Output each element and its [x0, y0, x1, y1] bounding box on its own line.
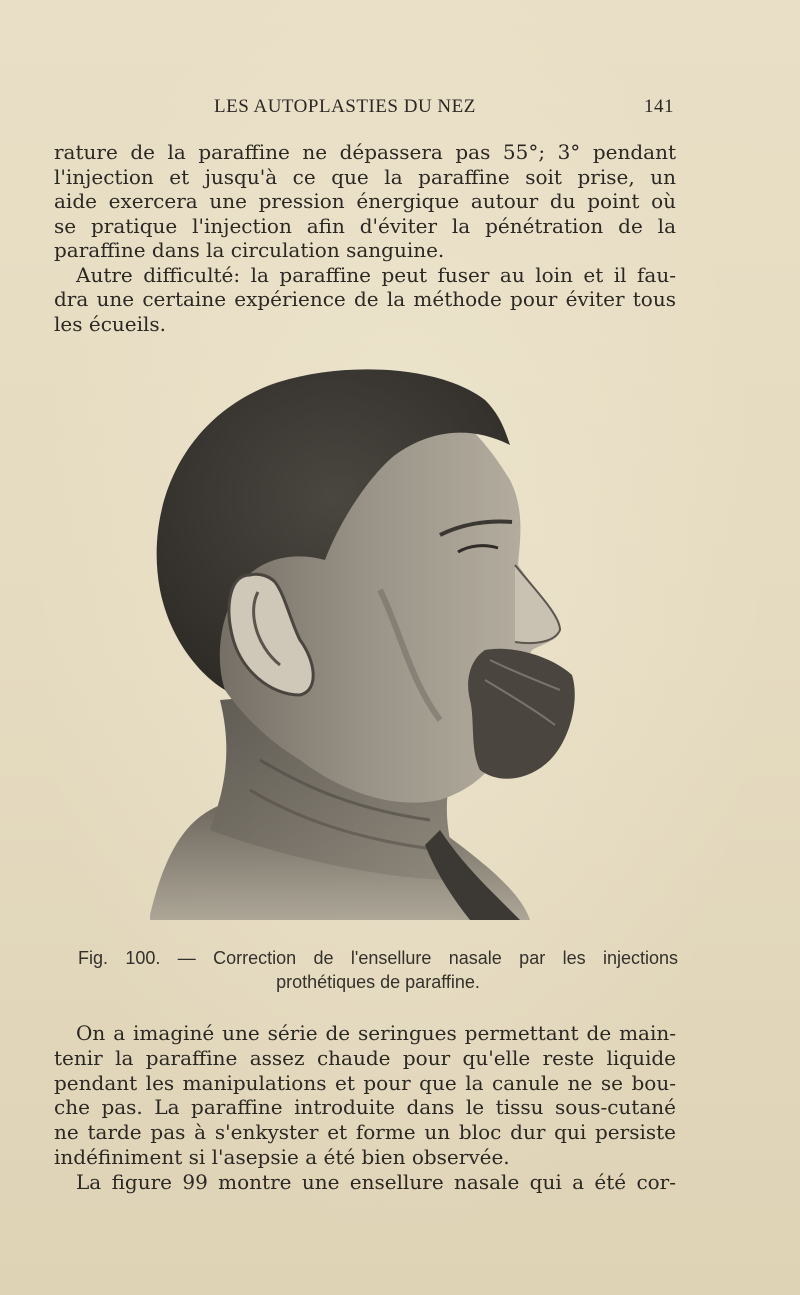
- caption-line: prothétiques de paraffine.: [276, 972, 480, 992]
- page-number: 141: [644, 96, 674, 117]
- running-head: [214, 96, 674, 122]
- text-line: tenir la paraffine assez chaude pour qu'elle reste liquide: [54, 1045, 676, 1070]
- text-line: rature de la paraffine ne dépassera pas 55°; 3° pendant: [54, 140, 676, 164]
- text-line: pendant les manipulations et pour que la canule ne se bou-: [54, 1070, 676, 1095]
- text-line: dra une certaine expérience de la méthode pour éviter tous: [54, 287, 676, 311]
- paragraph-bottom: [54, 1021, 676, 1195]
- paragraph-top: [54, 140, 676, 336]
- text-line: On a imaginé une série de seringues permettant de main-: [76, 1021, 676, 1045]
- profile-portrait-illustration: [140, 360, 585, 935]
- text-line: l'injection et jusqu'à ce que la paraffine soit prise, un: [54, 164, 676, 189]
- text-line: paraffine dans la circulation sanguine.: [54, 238, 445, 262]
- text-line: Autre difficulté: la paraffine peut fuser au loin et il fau-: [76, 262, 676, 287]
- text-line: ne tarde pas à s'enkyster et forme un bloc dur qui persiste: [54, 1120, 676, 1145]
- text-line: che pas. La paraffine introduite dans le tissu sous-cutané: [54, 1095, 676, 1120]
- figure-caption: [78, 946, 678, 994]
- text-line: les écueils.: [54, 311, 167, 336]
- running-title: LES AUTOPLASTIES DU NEZ: [214, 96, 476, 117]
- caption-line: Fig. 100. — Correction de l'ensellure nasale par les injections: [78, 948, 678, 968]
- text-line: se pratique l'injection afin d'éviter la pénétration de la: [54, 213, 676, 238]
- text-line: aide exercera une pression énergique autour du point où: [54, 189, 676, 213]
- text-line: La figure 99 montre une ensellure nasale qui a été cor-: [76, 1169, 676, 1194]
- text-line: indéfiniment si l'asepsie a été bien observée.: [54, 1144, 510, 1169]
- portrait-figure: [140, 360, 585, 935]
